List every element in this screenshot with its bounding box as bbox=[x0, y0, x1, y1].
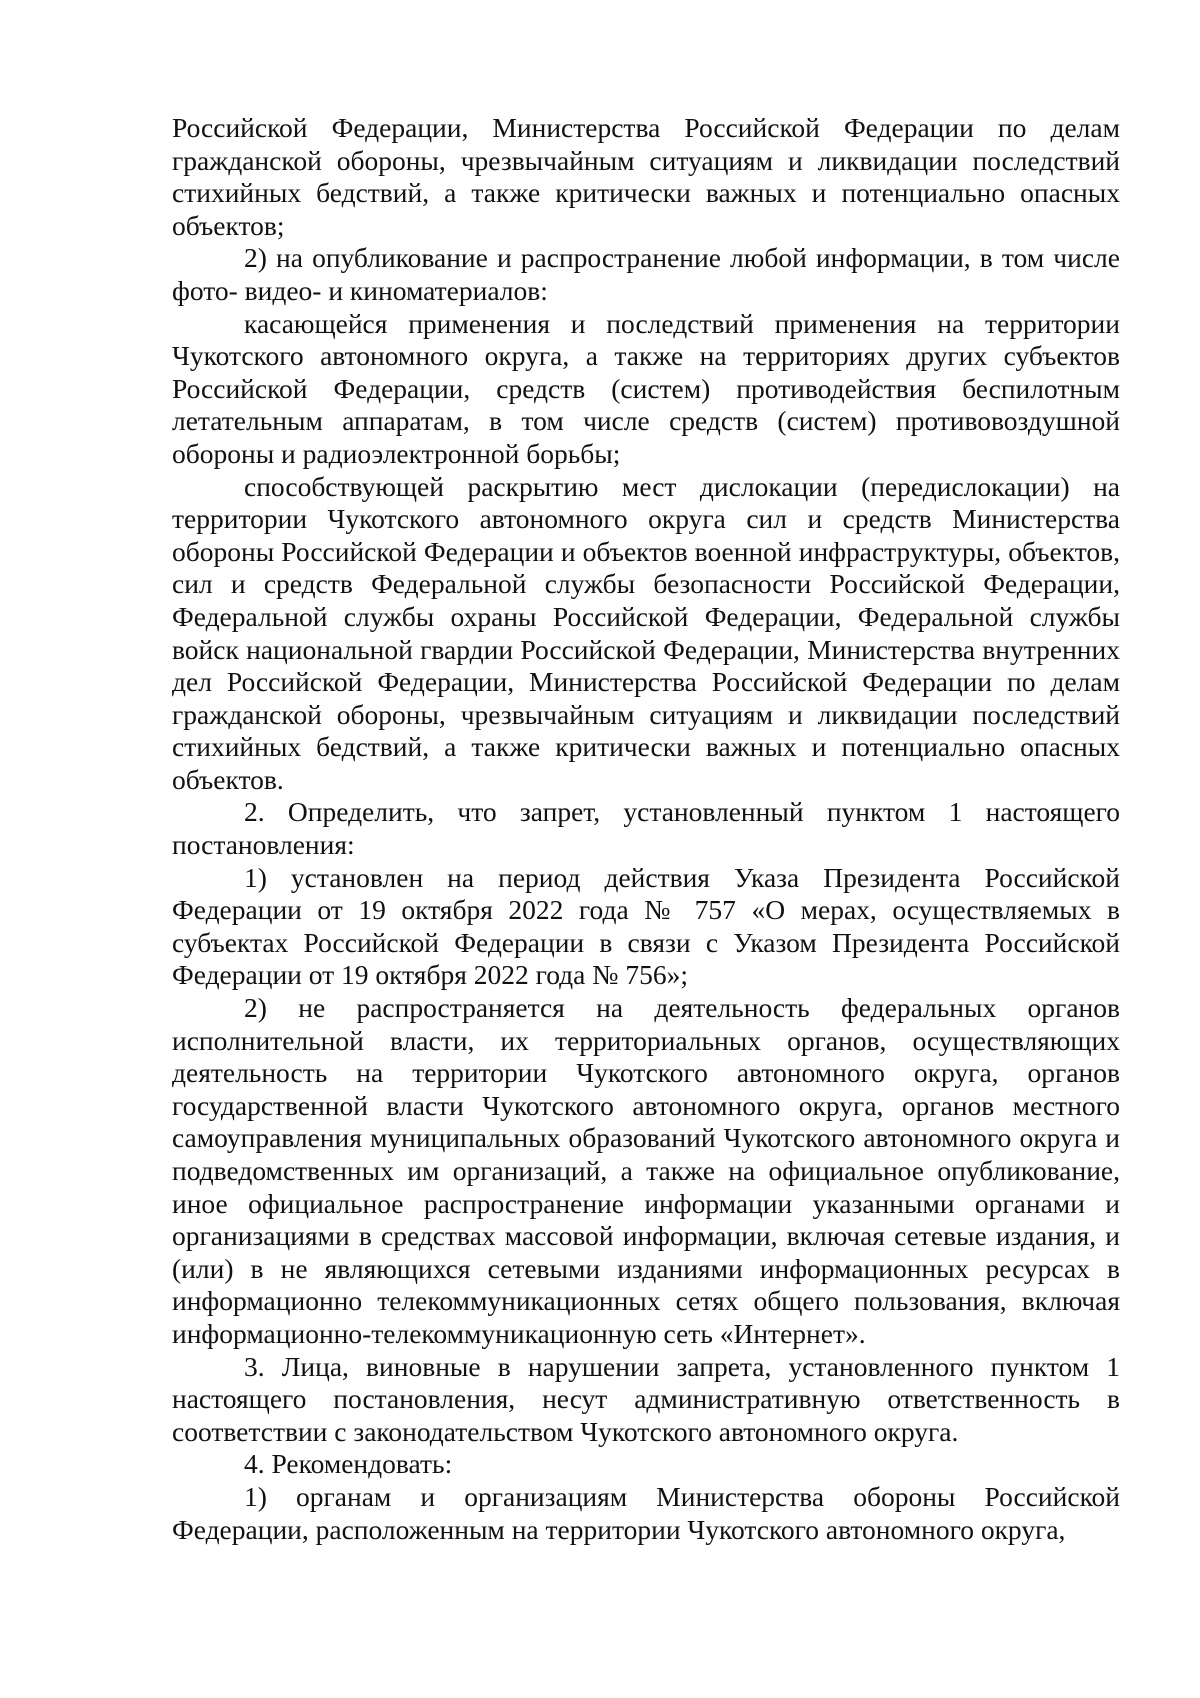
paragraph-subitem-application: касающейся применения и последствий применения на территории Чукотского автономного округа, а также на территориях других субъектов Российской Федерации, средств (систем) противодействия беспилотным летательным аппаратам, в том числе средств (систем) противовоздушной обороны и радиоэлектронной борьбы; bbox=[172, 307, 1120, 469]
paragraph-clause-2-item-2: 2) не распространяется на деятельность федеральных органов исполнительной власти, их территориальных органов, осуществляющих деятельность на территории Чукотского автономного округа, органов государственной власти Чукотского автономного округа, органов местного самоуправления муниципальных образований Чукотского автономного округа и подведомственных им организаций, а также на официальное опубликование, иное официальное распространение информации указанными органами и организациями в средствах массовой информации, включая сетевые издания, и (или) в не являющихся сетевыми изданиями информационных ресурсах в информационно телекоммуникационных сетях общего пользования, включая информационно-телекоммуникационную сеть «Интернет». bbox=[172, 992, 1120, 1349]
paragraph-clause-2: 2. Определить, что запрет, установленный пунктом 1 настоящего постановления: bbox=[172, 796, 1120, 861]
paragraph-clause-4-item-1: 1) органам и организациям Министерства обороны Российской Федерации, расположенным на территории Чукотского автономного округа, bbox=[172, 1480, 1120, 1545]
paragraph-clause-2-item-1: 1) установлен на период действия Указа Президента Российской Федерации от 19 октября 2022 года № 757 «О мерах, осуществляемых в субъектах Российской Федерации в связи с Указом Президента Российской Федерации от 19 октября 2022 года № 756»; bbox=[172, 861, 1120, 991]
paragraph-item-2-publication: 2) на опубликование и распространение любой информации, в том числе фото- видео- и киноматериалов: bbox=[172, 242, 1120, 306]
paragraph-subitem-dislocation: способствующей раскрытию мест дислокации (передислокации) на территории Чукотского автономного округа сил и средств Министерства обороны Российской Федерации и объектов военной инфраструктуры, объектов, сил и средств Федеральной службы безопасности Российской Федерации, Федеральной службы охраны Российской Федерации, Федеральной службы войск национальной гвардии Российской Федерации, Министерства внутренних дел Российской Федерации, Министерства Российской Федерации по делам гражданской обороны, чрезвычайным ситуациям и ликвидации последствий стихийных бедствий, а также критически важных и потенциально опасных объектов. bbox=[172, 470, 1120, 795]
paragraph-clause-4: 4. Рекомендовать: bbox=[244, 1448, 453, 1480]
document-body bbox=[172, 112, 1120, 1546]
paragraph-clause-3: 3. Лица, виновные в нарушении запрета, установленного пунктом 1 настоящего постановления, несут административную ответственность в соответствии с законодательством Чукотского автономного округа. bbox=[172, 1350, 1120, 1447]
paragraph-continuation: Российской Федерации, Министерства Российской Федерации по делам гражданской обороны, чрезвычайным ситуациям и ликвидации последствий стихийных бедствий, а также критически важных и потенциально опасных объектов; bbox=[172, 112, 1120, 241]
